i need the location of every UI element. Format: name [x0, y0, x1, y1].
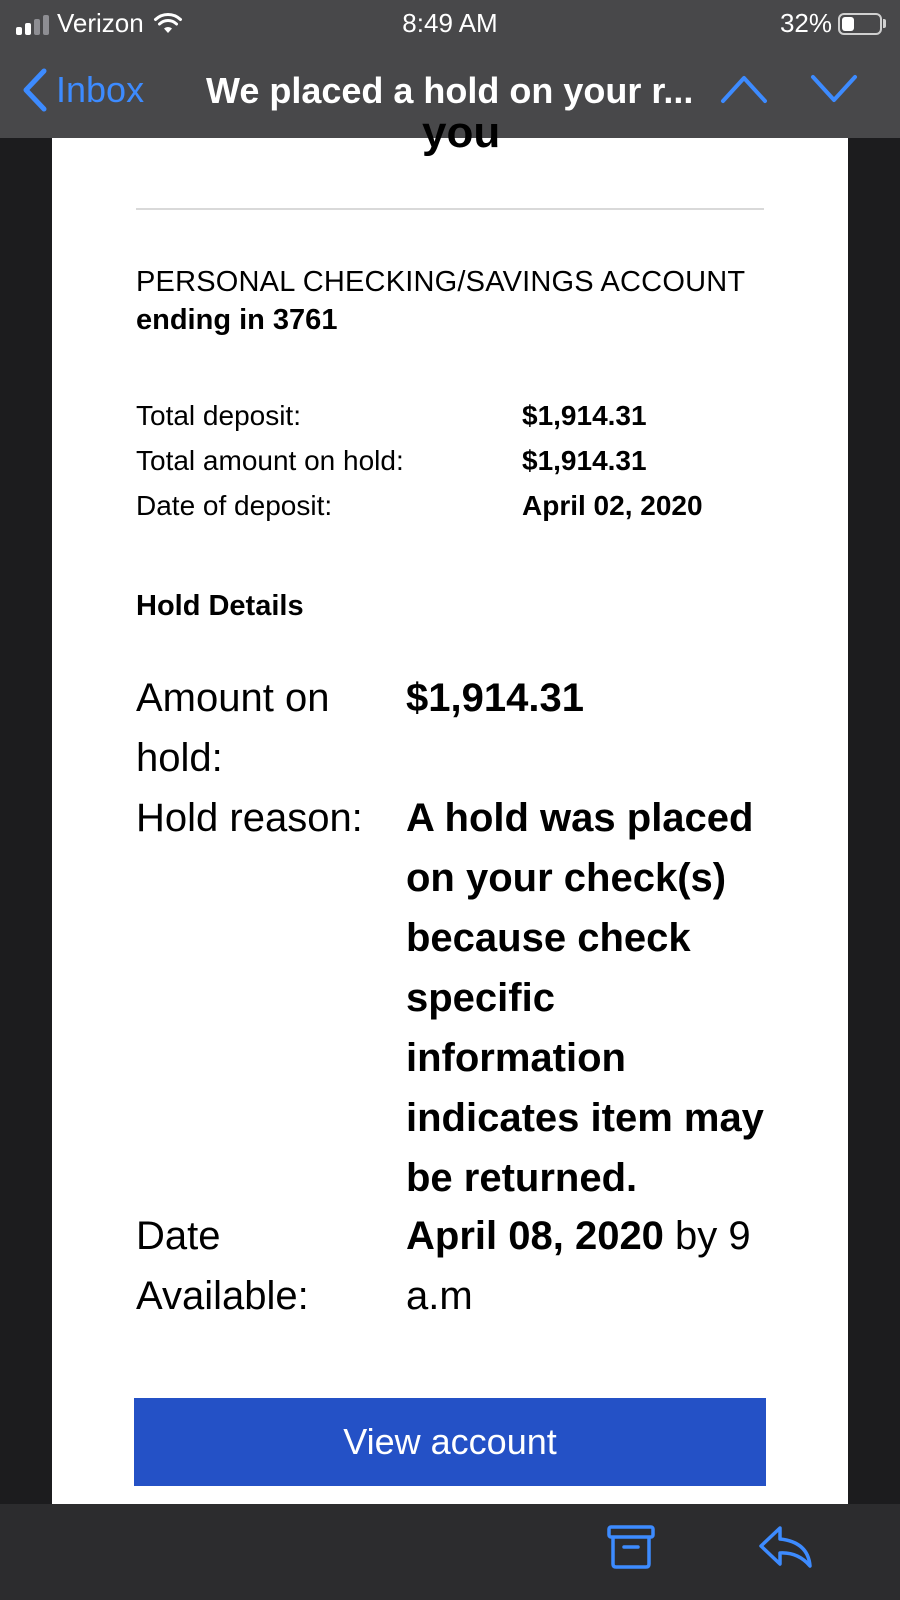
account-type: PERSONAL CHECKING/SAVINGS ACCOUNT	[136, 266, 746, 298]
battery-indicator	[780, 8, 886, 39]
previous-message-button[interactable]	[720, 74, 768, 109]
account-ending: ending in 3761	[136, 304, 338, 336]
battery-icon	[838, 13, 882, 35]
date-available-date: April 08, 2020	[406, 1214, 664, 1258]
chevron-up-icon	[720, 74, 768, 104]
date-available-label: Date Available:	[136, 1214, 309, 1318]
hold-reason-value: A hold was placed on your check(s) because check specific information indicates item may be returned.	[406, 796, 764, 1200]
clock: 8:49 AM	[402, 8, 498, 38]
email-body	[52, 108, 848, 1504]
date-available-time: by 9 a.m	[406, 1214, 751, 1318]
hold-details-heading: Hold Details	[136, 590, 304, 622]
summary-label: Total amount on hold:	[136, 445, 404, 476]
reply-icon	[758, 1524, 814, 1570]
hold-reason-label: Hold reason:	[136, 796, 363, 840]
divider	[136, 208, 764, 210]
battery-percent: 32%	[779, 8, 832, 38]
next-message-button[interactable]	[810, 74, 858, 109]
status-bar	[0, 0, 900, 46]
bottom-toolbar	[0, 1504, 900, 1600]
view-account-button[interactable]: View account	[134, 1398, 766, 1486]
summary-label: Date of deposit:	[136, 490, 333, 521]
summary-value: April 02, 2020	[522, 490, 703, 521]
email-subject-title: We placed a hold on your r...	[206, 70, 694, 111]
amount-on-hold-label: Amount on hold:	[136, 676, 330, 780]
summary-label: Total deposit:	[136, 400, 301, 431]
summary-value: $1,914.31	[522, 445, 647, 476]
amount-on-hold-value: $1,914.31	[406, 676, 584, 720]
back-label: Inbox	[56, 69, 145, 110]
chevron-left-icon	[22, 68, 48, 112]
cutoff-heading-text: you	[422, 108, 501, 157]
chevron-down-icon	[810, 74, 858, 104]
carrier-name: Verizon	[57, 8, 144, 38]
summary-value: $1,914.31	[522, 400, 647, 431]
archive-button[interactable]	[606, 1524, 656, 1575]
date-available-value	[406, 1206, 786, 1326]
reply-button[interactable]	[758, 1524, 814, 1575]
archive-icon	[606, 1524, 656, 1570]
back-to-inbox-button[interactable]	[22, 68, 144, 112]
